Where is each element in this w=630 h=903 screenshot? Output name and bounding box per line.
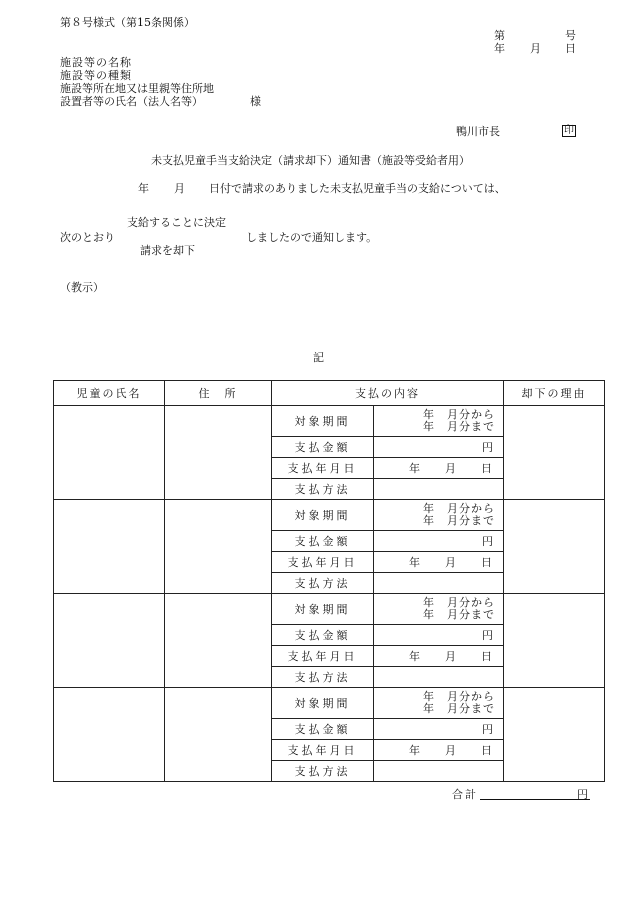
header-address: 住 所 bbox=[165, 381, 272, 406]
amount-value[interactable]: 円 bbox=[374, 437, 504, 458]
form-number: 第８号様式（第15条関係） bbox=[60, 16, 195, 29]
doc-number-dai: 第 bbox=[494, 29, 505, 42]
pay-date-value[interactable]: 年 月 日 bbox=[374, 552, 504, 573]
amount-label: 支払金額 bbox=[272, 531, 374, 552]
period-value[interactable] bbox=[374, 594, 504, 625]
child-name-cell[interactable] bbox=[54, 688, 165, 782]
amount-label: 支払金額 bbox=[272, 437, 374, 458]
honorific: 様 bbox=[250, 95, 261, 108]
table-header-row bbox=[54, 381, 605, 406]
rejection-reason-cell[interactable] bbox=[504, 688, 605, 782]
pay-date-value[interactable]: 年 月 日 bbox=[374, 646, 504, 667]
address-cell[interactable] bbox=[165, 688, 272, 782]
body-line1: 日付で請求のありました未支払児童手当の支給については、 bbox=[209, 182, 506, 195]
doc-date-day: 日 bbox=[565, 42, 576, 55]
pay-date-label: 支払年月日 bbox=[272, 458, 374, 479]
rejection-reason-cell[interactable] bbox=[504, 594, 605, 688]
header-rejection-reason: 却下の理由 bbox=[504, 381, 605, 406]
period-to: 年 月分まで bbox=[423, 514, 495, 527]
option-decide: 支給することに決定 bbox=[127, 216, 226, 229]
doc-date-month: 月 bbox=[530, 42, 541, 55]
body-year: 年 bbox=[138, 182, 149, 195]
period-label: 対象期間 bbox=[272, 406, 374, 437]
pay-date-value[interactable]: 年 月 日 bbox=[374, 458, 504, 479]
amount-label: 支払金額 bbox=[272, 625, 374, 646]
period-from: 年 月分から bbox=[423, 690, 495, 704]
mayor-title: 鴨川市長 bbox=[456, 125, 500, 138]
doc-number-go: 号 bbox=[565, 29, 576, 42]
header-payment-content: 支払の内容 bbox=[272, 381, 504, 406]
body-suffix: しましたので通知します。 bbox=[246, 231, 378, 244]
child-name-cell[interactable] bbox=[54, 594, 165, 688]
period-label: 対象期間 bbox=[272, 688, 374, 719]
child-name-cell[interactable] bbox=[54, 406, 165, 500]
amount-label: 支払金額 bbox=[272, 719, 374, 740]
child-name-cell[interactable] bbox=[54, 500, 165, 594]
ki-label: 記 bbox=[313, 351, 324, 364]
pay-date-label: 支払年月日 bbox=[272, 552, 374, 573]
method-value[interactable] bbox=[374, 479, 504, 500]
doc-date-year: 年 bbox=[494, 42, 505, 55]
method-label: 支払方法 bbox=[272, 573, 374, 594]
amount-value[interactable]: 円 bbox=[374, 719, 504, 740]
method-label: 支払方法 bbox=[272, 761, 374, 782]
method-value[interactable] bbox=[374, 573, 504, 594]
amount-value[interactable]: 円 bbox=[374, 531, 504, 552]
rejection-reason-cell[interactable] bbox=[504, 500, 605, 594]
body-month: 月 bbox=[174, 182, 185, 195]
pay-date-value[interactable]: 年 月 日 bbox=[374, 740, 504, 761]
payment-table bbox=[53, 380, 605, 782]
amount-value[interactable]: 円 bbox=[374, 625, 504, 646]
period-value[interactable] bbox=[374, 500, 504, 531]
body-prefix: 次のとおり bbox=[60, 231, 115, 244]
header-child-name: 児童の氏名 bbox=[54, 381, 165, 406]
facility-type-label: 施設等の種類 bbox=[60, 69, 132, 82]
instruction-label: （教示） bbox=[60, 281, 104, 294]
option-reject: 請求を却下 bbox=[140, 244, 195, 257]
method-label: 支払方法 bbox=[272, 479, 374, 500]
total-unit: 円 bbox=[577, 788, 588, 801]
pay-date-label: 支払年月日 bbox=[272, 740, 374, 761]
pay-date-label: 支払年月日 bbox=[272, 646, 374, 667]
address-cell[interactable] bbox=[165, 594, 272, 688]
period-to: 年 月分まで bbox=[423, 608, 495, 621]
period-label: 対象期間 bbox=[272, 594, 374, 625]
address-cell[interactable] bbox=[165, 500, 272, 594]
total-label: 合計 bbox=[452, 788, 478, 801]
document-title: 未支払児童手当支給決定（請求却下）通知書（施設等受給者用） bbox=[151, 154, 470, 167]
facility-name-label: 施設等の名称 bbox=[60, 56, 132, 69]
period-to: 年 月分まで bbox=[423, 702, 495, 715]
total-amount-field[interactable] bbox=[480, 799, 590, 800]
method-value[interactable] bbox=[374, 761, 504, 782]
method-label: 支払方法 bbox=[272, 667, 374, 688]
table-row bbox=[54, 406, 605, 437]
period-label: 対象期間 bbox=[272, 500, 374, 531]
period-value[interactable] bbox=[374, 406, 504, 437]
founder-name-label: 設置者等の氏名（法人名等） bbox=[60, 95, 203, 108]
period-from: 年 月分から bbox=[423, 502, 495, 516]
facility-address-label: 施設等所在地又は里親等住所地 bbox=[60, 82, 214, 95]
table-row bbox=[54, 594, 605, 625]
period-from: 年 月分から bbox=[423, 408, 495, 422]
rejection-reason-cell[interactable] bbox=[504, 406, 605, 500]
table-row bbox=[54, 688, 605, 719]
address-cell[interactable] bbox=[165, 406, 272, 500]
period-value[interactable] bbox=[374, 688, 504, 719]
period-from: 年 月分から bbox=[423, 596, 495, 610]
period-to: 年 月分まで bbox=[423, 420, 495, 433]
seal-mark: 印 bbox=[564, 125, 574, 136]
table-row bbox=[54, 500, 605, 531]
method-value[interactable] bbox=[374, 667, 504, 688]
